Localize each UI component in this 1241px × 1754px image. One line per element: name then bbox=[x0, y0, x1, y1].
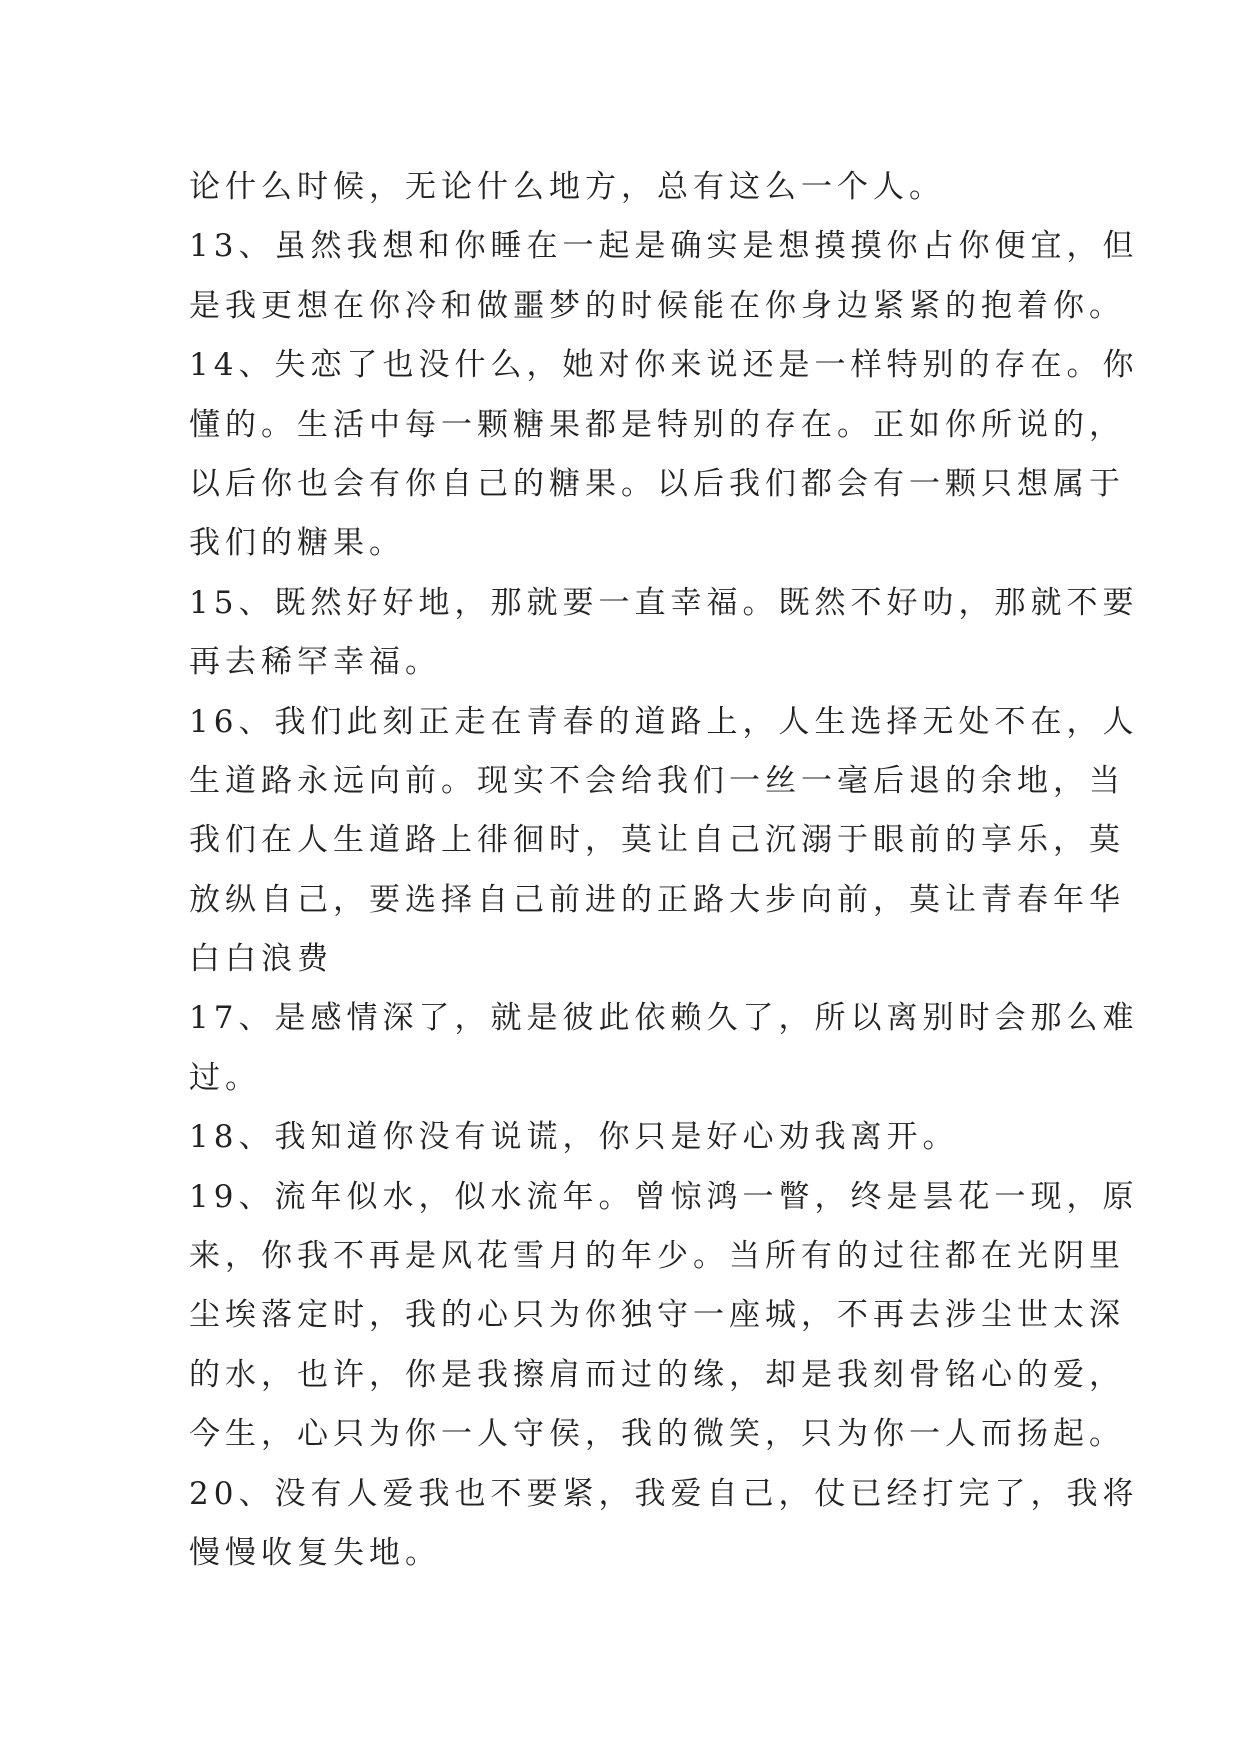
text-line: 懂的。生活中每一颗糖果都是特别的存在。正如你所说的， bbox=[189, 406, 1125, 443]
text-line: 以后你也会有你自己的糖果。以后我们都会有一颗只想属于 bbox=[189, 465, 1125, 502]
text-line: 慢慢收复失地。 bbox=[189, 1534, 441, 1571]
text-line: 16、我们此刻正走在青春的道路上，人生选择无处不在，人 bbox=[189, 703, 1139, 740]
text-line: 15、既然好好地，那就要一直幸福。既然不好叻，那就不要 bbox=[189, 584, 1139, 621]
text-line: 13、虽然我想和你睡在一起是确实是想摸摸你占你便宜，但 bbox=[189, 228, 1139, 265]
text-line: 再去稀罕幸福。 bbox=[189, 644, 441, 681]
text-line: 论什么时候，无论什么地方，总有这么一个人。 bbox=[189, 169, 945, 205]
text-line: 来，你我不再是风花雪月的年少。当所有的过往都在光阴里 bbox=[189, 1238, 1125, 1275]
text-line: 我们的糖果。 bbox=[189, 525, 405, 562]
text-line: 今生，心只为你一人守侯，我的微笑，只为你一人而扬起。 bbox=[189, 1416, 1125, 1453]
text-line: 的水，也许，你是我擦肩而过的缘，却是我刻骨铭心的爱， bbox=[189, 1356, 1125, 1393]
text-line: 放纵自己，要选择自己前进的正路大步向前，莫让青春年华 bbox=[189, 881, 1125, 918]
text-line: 17、是感情深了，就是彼此依赖久了，所以离别时会那么难 bbox=[189, 1000, 1139, 1037]
text-line: 过。 bbox=[189, 1059, 261, 1096]
text-line: 14、失恋了也没什么，她对你来说还是一样特别的存在。你 bbox=[189, 347, 1139, 384]
text-line: 尘埃落定时，我的心只为你独守一座城，不再去涉尘世太深 bbox=[189, 1297, 1125, 1334]
text-line: 生道路永远向前。现实不会给我们一丝一毫后退的余地，当 bbox=[189, 762, 1125, 799]
text-line: 是我更想在你冷和做噩梦的时候能在你身边紧紧的抱着你。 bbox=[189, 287, 1125, 324]
text-line: 20、没有人爱我也不要紧，我爱自己，仗已经打完了，我将 bbox=[189, 1475, 1139, 1512]
text-line: 我们在人生道路上徘徊时，莫让自己沉溺于眼前的享乐，莫 bbox=[189, 822, 1125, 859]
text-line: 19、流年似水，似水流年。曾惊鸿一瞥，终是昙花一现，原 bbox=[189, 1178, 1139, 1215]
text-line: 白白浪费 bbox=[189, 941, 333, 978]
text-line: 18、我知道你没有说谎，你只是好心劝我离开。 bbox=[189, 1119, 959, 1156]
body-text bbox=[189, 158, 1139, 1583]
